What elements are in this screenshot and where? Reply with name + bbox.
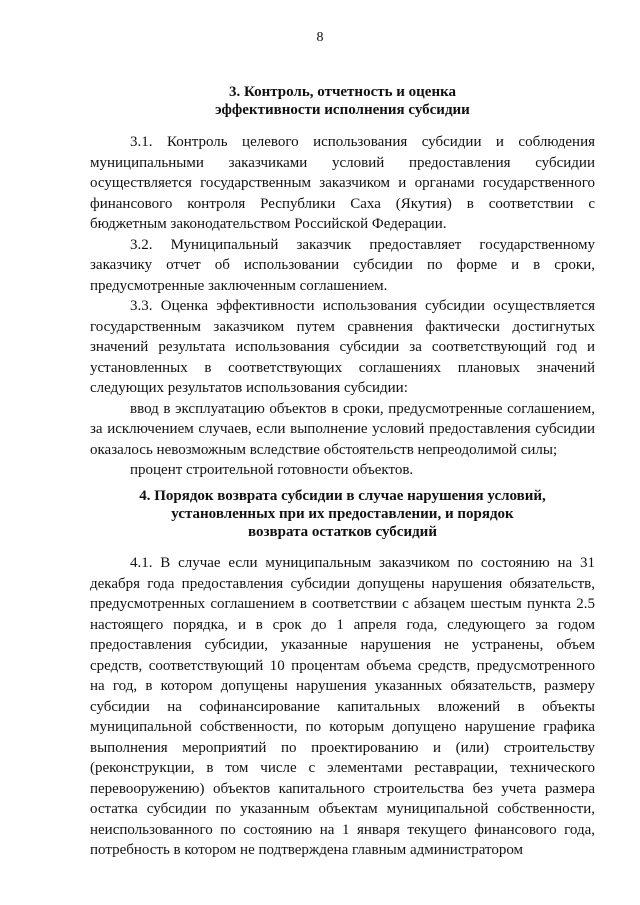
section-3-heading (90, 83, 595, 119)
paragraph-3-2: 3.2. Муниципальный заказчик предоставляет государственному заказчику отчет об использовании субсидии по форме и в сроки, предусмотренные заключенным соглашением. (90, 236, 595, 294)
paragraph-3-3-item-2: процент строительной готовности объектов. (130, 462, 414, 478)
section-3-body (90, 132, 595, 481)
paragraph-4-1: 4.1. В случае если муниципальным заказчиком по состоянию на 31 декабря года предоставления субсидии допущены нарушения обязательств, предусмотренных соглашением в соответствии с абзацем шестым пункта 2.5 настоящего порядка, и в срок до 1 апреля года, следующего за годом предоставления субсидии, указанные нарушения не устранены, объем средств, соответствующий 10 процентам объема средств, предусмотренного на год, в котором допущены нарушения указанных обязательств, размеру субсидии на софинансирование капитальных вложений в объекты муниципальной собственности, по которым допущено нарушение графика выполнения мероприятий по проектированию и (или) строительству (реконструкции, в том числе с элементами реставрации, технического перевооружению) объектов капитального строительства без учета размера остатка субсидии по указанным объектам муниципальной собственности, неиспользованного по состоянию на 1 января текущего финансового года, потребность в котором не подтверждена главным администратором (90, 555, 595, 858)
section-3-title-line-1: 3. Контроль, отчетность и оценка (228, 84, 457, 100)
section-4-heading (90, 487, 595, 541)
section-4-body (90, 553, 595, 861)
paragraph-3-3: 3.3. Оценка эффективности использования субсидии осуществляется государственным заказчиком путем сравнения фактически достигнутых значений результата использования субсидии за соответствующий год и установленных в соответствующих соглашениях плановых значений следующих результатов использования субсидии: (90, 298, 595, 396)
section-4-title-line-3: возврата остатков субсидий (248, 524, 437, 540)
paragraph-3-1: 3.1. Контроль целевого использования субсидии и соблюдения муниципальными заказчиками условий предоставления субсидии осуществляется государственным заказчиком и органами государственного финансового контроля Республики Саха (Якутия) в соответствии с бюджетным законодательством Российской Федерации. (90, 134, 595, 232)
paragraph-3-3-item-1: ввод в эксплуатацию объектов в сроки, предусмотренные соглашением, за исключением случаев, если выполнение условий предоставления субсидии оказалось невозможным вследствие обстоятельств непреодолимой силы; (90, 400, 595, 458)
section-4-title-line-2: установленных при их предоставлении, и порядок (171, 506, 514, 522)
page-number: 8 (316, 30, 324, 45)
section-4-title-line-1: 4. Порядок возврата субсидии в случае нарушения условий, (139, 488, 546, 504)
section-3-title-line-2: эффективности исполнения субсидии (215, 102, 470, 118)
